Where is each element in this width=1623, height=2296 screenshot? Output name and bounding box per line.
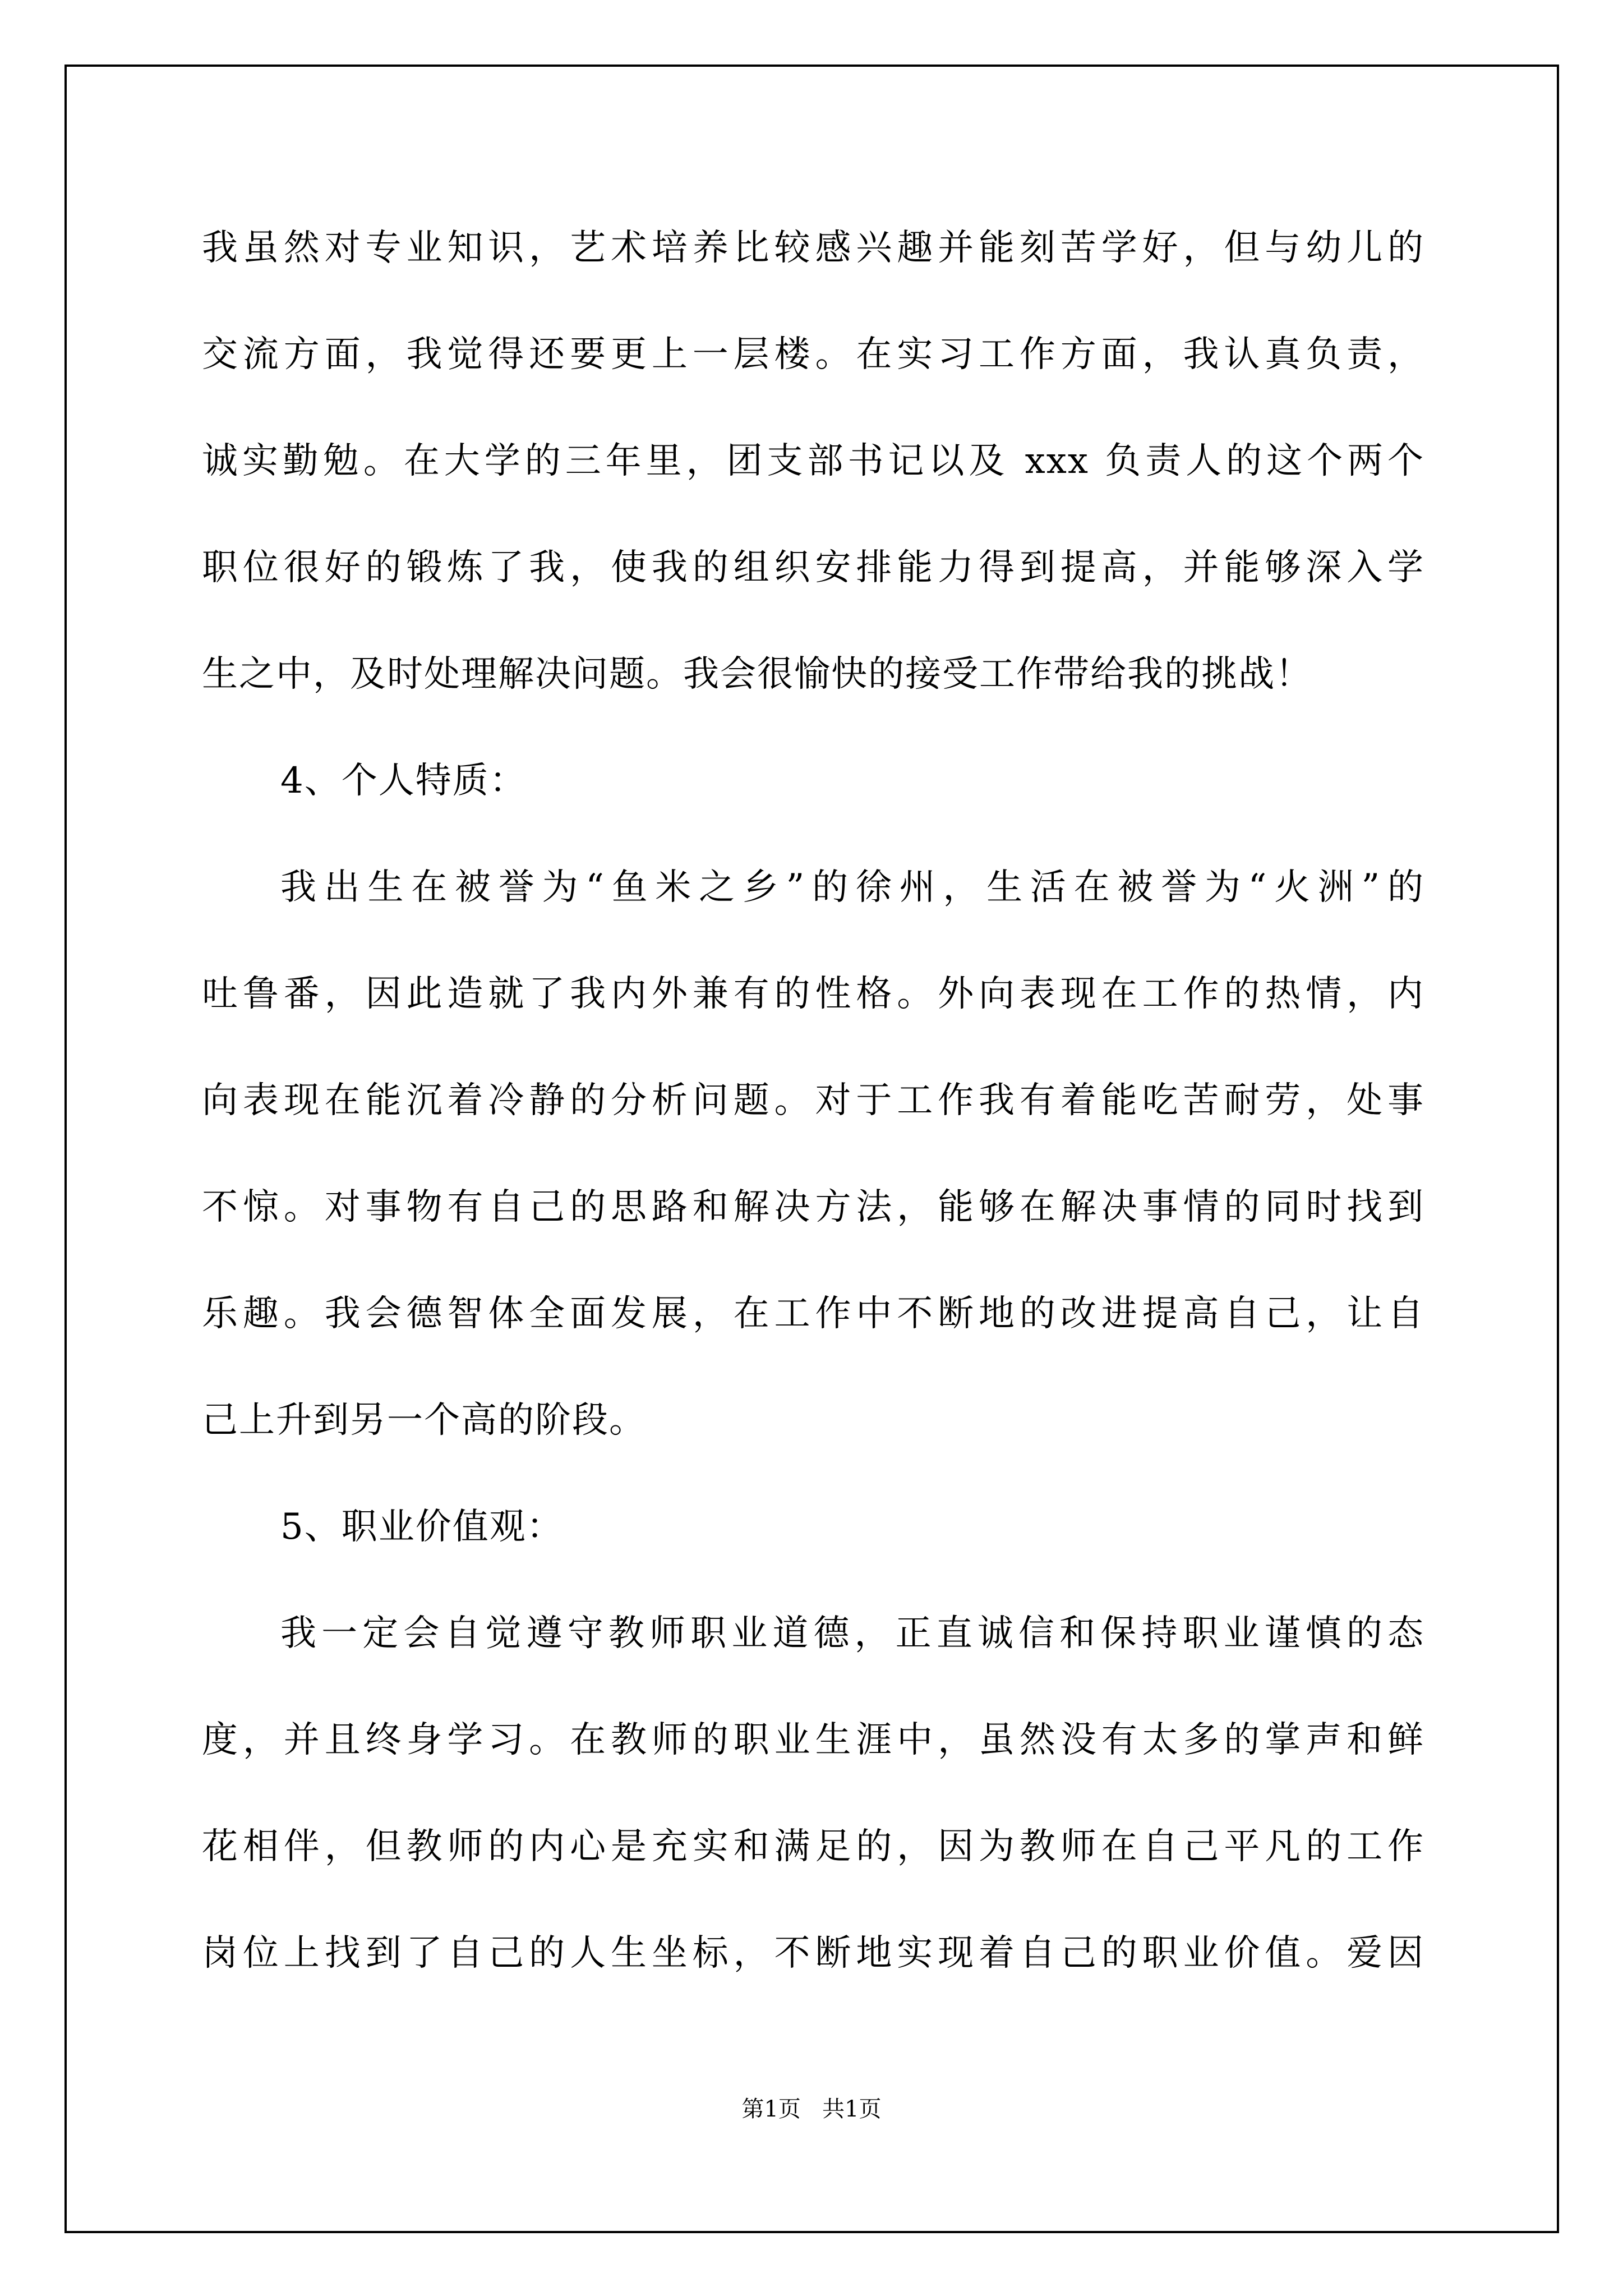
body-line-12: 己上升到另一个高的阶段。: [202, 1400, 646, 1441]
body-line-9: 向表现在能沉着冷静的分析问题。对于工作我有着能吃苦耐劳，处事: [202, 1080, 1424, 1121]
body-line-15: 度，并且终身学习。在教师的职业生涯中，虽然没有太多的掌声和鲜: [202, 1719, 1424, 1761]
body-line-17: 岗位上找到了自己的人生坐标，不断地实现着自己的职业价值。爱因: [202, 1932, 1424, 1974]
body-line-10: 不惊。对事物有自己的思路和解决方法，能够在解决事情的同时找到: [202, 1186, 1424, 1228]
body-line-3: 诚实勤勉。在大学的三年里，团支部书记以及 xxx 负责人的这个两个: [202, 440, 1424, 482]
body-line-16: 花相伴，但教师的内心是充实和满足的，因为教师在自己平凡的工作: [202, 1826, 1424, 1867]
page-border: [64, 65, 1559, 2233]
section-heading-career-values: 5、职业价值观：: [280, 1506, 564, 1548]
body-line-2: 交流方面，我觉得还要更上一层楼。在实习工作方面，我认真负责，: [202, 334, 1424, 375]
section-heading-personal-traits: 4、个人特质：: [280, 760, 527, 802]
body-line-11: 乐趣。我会德智体全面发展，在工作中不断地的改进提高自己，让自: [202, 1293, 1424, 1335]
body-line-5: 生之中，及时处理解决问题。我会很愉快的接受工作带给我的挑战！: [202, 654, 1312, 695]
body-line-7: 我出生在被誉为“鱼米之乡”的徐州，生活在被誉为“火洲”的: [280, 867, 1424, 908]
body-line-14: 我一定会自觉遵守教师职业道德，正直诚信和保持职业谨慎的态: [280, 1613, 1424, 1654]
page-number-footer: 第1页 共1页: [741, 2096, 882, 2122]
body-line-1: 我虽然对专业知识，艺术培养比较感兴趣并能刻苦学好，但与幼儿的: [202, 227, 1424, 269]
body-line-4: 职位很好的锻炼了我，使我的组织安排能力得到提高，并能够深入学: [202, 547, 1424, 588]
body-line-8: 吐鲁番，因此造就了我内外兼有的性格。外向表现在工作的热情，内: [202, 973, 1424, 1015]
